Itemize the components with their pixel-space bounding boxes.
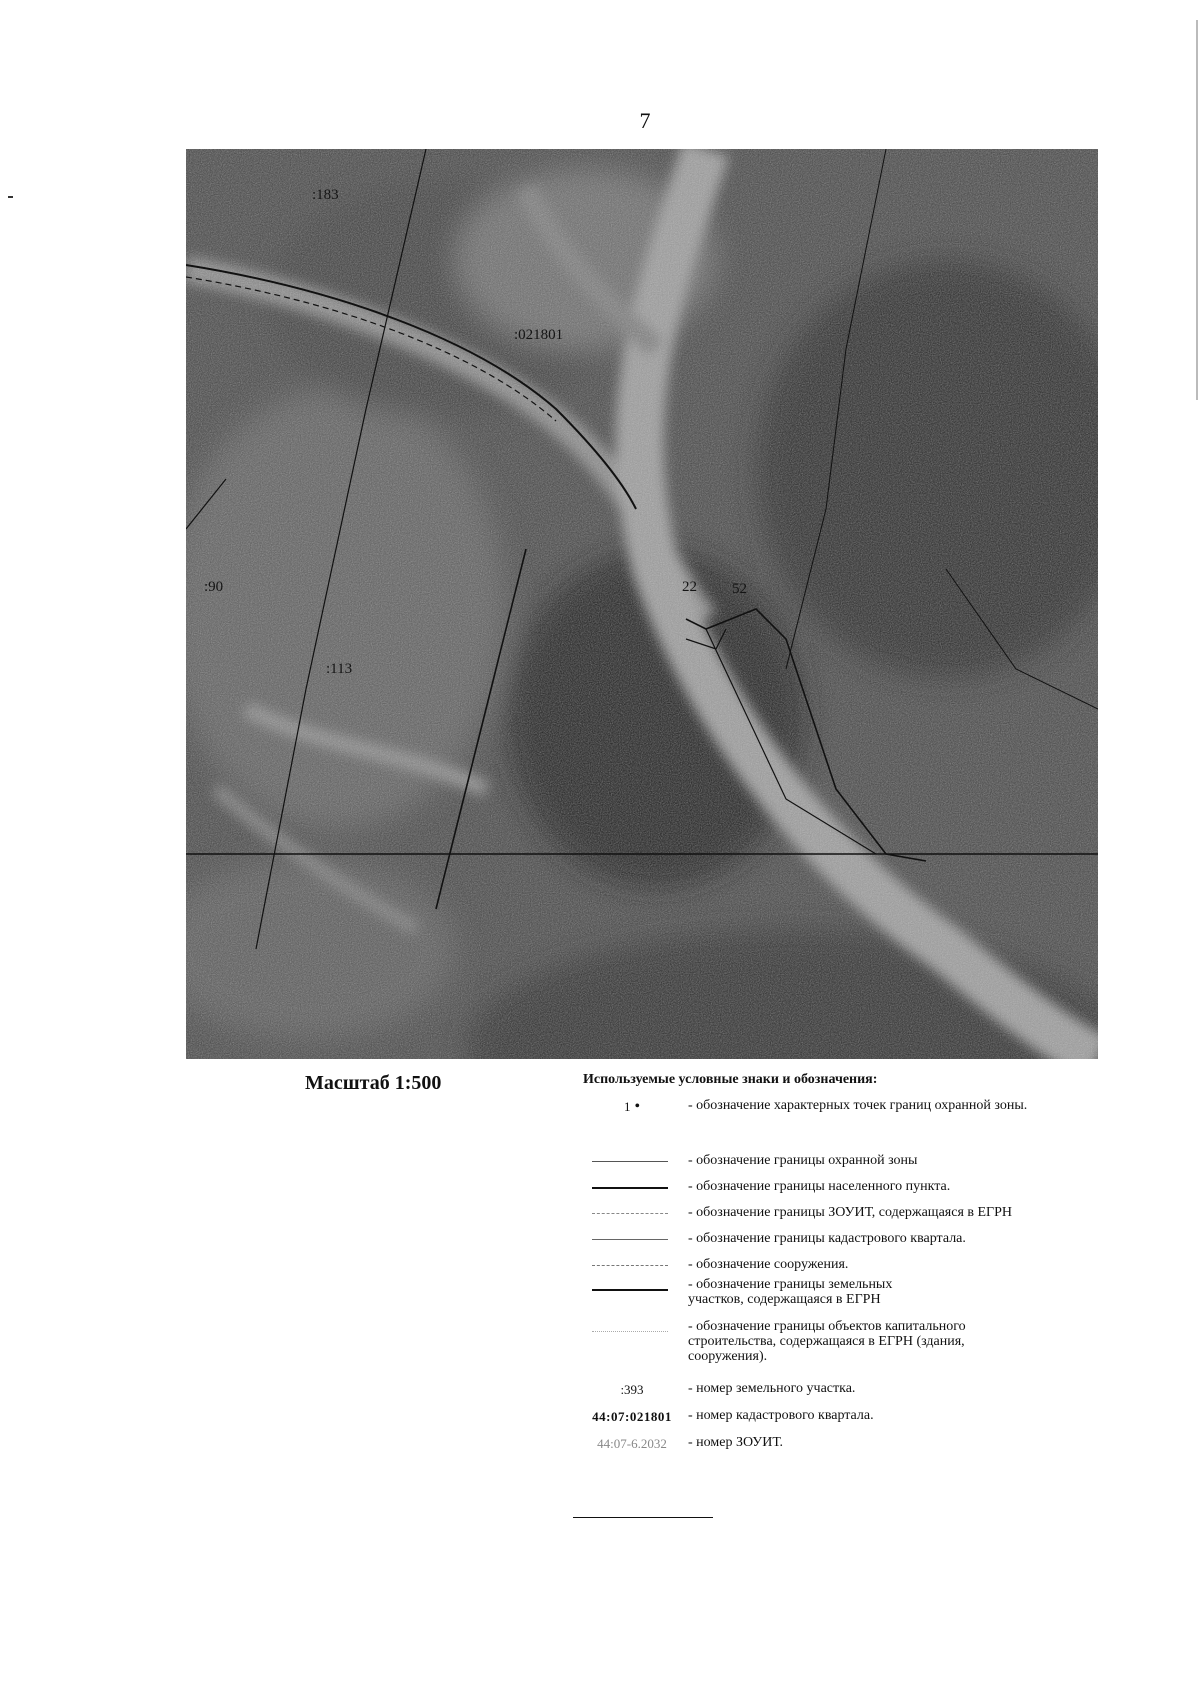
legend-text: - обозначение сооружения. [688, 1257, 849, 1272]
legend-symbol-point: 1 • [623, 1098, 641, 1115]
legend-text: - обозначение границы кадастрового квартала. [688, 1231, 966, 1246]
map-label-parcel: :183 [312, 187, 339, 203]
legend-symbol-text: 44:07:021801 [592, 1409, 672, 1424]
page-number: 7 [639, 108, 651, 133]
legend-text: - обозначение границы объектов капитального строительства, содержащаяся в ЕГРН (здания, сооружения). [688, 1319, 966, 1364]
map-label-parcel: :90 [204, 579, 224, 595]
satellite-map [186, 149, 1098, 1059]
legend-text: - номер кадастрового квартала. [688, 1408, 874, 1423]
legend-text: - обозначение границы земельных участков, содержащаяся в ЕГРН [688, 1277, 893, 1307]
legend-symbol-line [592, 1331, 668, 1332]
map-label-parcel: :113 [326, 661, 353, 677]
scan-edge [1196, 20, 1198, 400]
legend-symbol-line [592, 1187, 668, 1189]
legend-symbol-text: 44:07-6.2032 [597, 1436, 667, 1451]
legend-text: - обозначение границы охранной зоны [688, 1153, 918, 1168]
legend-symbol-line [592, 1265, 668, 1266]
scan-speck [8, 196, 13, 198]
legend-text: - обозначение границы населенного пункта. [688, 1179, 951, 1194]
map-image [186, 149, 1098, 1059]
map-scale: Масштаб 1:500 [305, 1072, 442, 1094]
legend-text: - обозначение границы ЗОУИТ, содержащаяся в ЕГРН [688, 1205, 1013, 1220]
legend-symbol-line [592, 1289, 668, 1291]
legend-title: Используемые условные знаки и обозначения: [583, 1072, 878, 1087]
legend-symbol-text: :393 [620, 1382, 644, 1397]
legend-symbol-line [592, 1239, 668, 1240]
legend-symbol-line [592, 1161, 668, 1162]
map-label-point: 22 [682, 579, 697, 595]
legend-text: - обозначение характерных точек границ охранной зоны. [688, 1098, 1028, 1113]
map-label-point: 52 [732, 581, 747, 597]
map-label-quarter: :021801 [514, 327, 564, 343]
legend-text: - номер ЗОУИТ. [688, 1435, 783, 1450]
legend-text: - номер земельного участка. [688, 1381, 856, 1396]
footnote-divider [573, 1517, 713, 1518]
legend-symbol-line [592, 1213, 668, 1214]
